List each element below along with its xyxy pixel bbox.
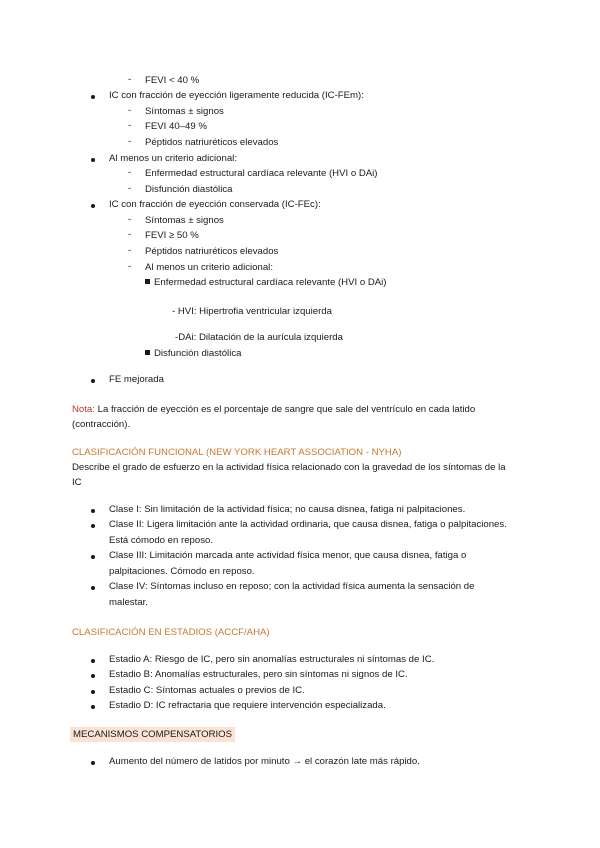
list-item: Síntomas ± signos <box>145 106 224 117</box>
section-heading-mecanismos: MECANISMOS COMPENSATORIOS <box>70 727 235 742</box>
note-label: Nota: <box>72 404 95 415</box>
list-item: FEVI ≥ 50 % <box>145 230 199 241</box>
list-item: Síntomas ± signos <box>145 215 224 226</box>
list-item: Clase III: Limitación marcada ante actividad física menor, que causa disnea, fatiga o <box>109 550 467 561</box>
dash-marker: - <box>128 261 132 272</box>
list-item: Clase I: Sin limitación de la actividad física; no causa disnea, fatiga ni palpitaciones. <box>109 504 466 515</box>
bullet-icon <box>91 761 95 765</box>
list-item: IC con fracción de eyección ligeramente reducida (IC-FEm): <box>109 90 364 101</box>
square-bullet-icon <box>145 279 150 284</box>
dash-marker: - <box>128 183 132 194</box>
list-item: FEVI 40–49 % <box>145 121 207 132</box>
bullet-icon <box>91 524 95 528</box>
note-paragraph: Nota: La fracción de eyección es el porcentaje de sangre que sale del ventrículo en cada latido <box>72 404 476 415</box>
list-item: Estadio B: Anomalías estructurales, pero sin síntomas ni signos de IC. <box>109 669 408 680</box>
list-item: Estadio D: IC refractaria que requiere intervención especializada. <box>109 700 386 711</box>
list-item: Disfunción diastólica <box>145 184 233 195</box>
list-item: Péptidos natriuréticos elevados <box>145 246 279 257</box>
dash-marker: - <box>128 214 132 225</box>
bullet-icon <box>91 586 95 590</box>
list-item: Al menos un criterio adicional: <box>145 262 273 273</box>
list-item-cont: palpitaciones. Cómodo en reposo. <box>109 566 255 577</box>
dash-marker: - <box>128 245 132 256</box>
list-item: Enfermedad estructural cardíaca relevante (HVI o DAi) <box>145 168 378 179</box>
dash-marker: - <box>128 229 132 240</box>
list-item: Aumento del número de latidos por minuto → el corazón late más rápido. <box>109 756 420 767</box>
note-paragraph-cont: (contracción). <box>72 419 131 430</box>
bullet-icon <box>91 659 95 663</box>
bullet-icon <box>91 95 95 99</box>
bullet-icon <box>91 379 95 383</box>
dash-marker: - <box>128 120 132 131</box>
bullet-icon <box>91 158 95 162</box>
section-description-cont: IC <box>72 477 82 488</box>
dash-marker: - <box>128 167 132 178</box>
section-heading-nyha: CLASIFICACIÓN FUNCIONAL (NEW YORK HEART ASSOCIATION - NYHA) <box>72 447 402 458</box>
list-item: Clase II: Ligera limitación ante la actividad ordinaria, que causa disnea, fatiga o palpitaciones. <box>109 519 507 530</box>
list-item: -DAi: Dilatación de la aurícula izquierda <box>175 332 343 343</box>
square-bullet-icon <box>145 350 150 355</box>
list-item-cont: malestar. <box>109 597 148 608</box>
dash-marker: - <box>128 105 132 116</box>
list-item: Péptidos natriuréticos elevados <box>145 137 279 148</box>
list-item: FEVI < 40 % <box>145 75 200 86</box>
list-item: Al menos un criterio adicional: <box>109 153 237 164</box>
bullet-icon <box>91 674 95 678</box>
list-item: Clase IV: Síntomas incluso en reposo; con la actividad física aumenta la sensación de <box>109 581 475 592</box>
list-item: Estadio A: Riesgo de IC, pero sin anomalías estructurales ni síntomas de IC. <box>109 654 435 665</box>
list-item: Disfunción diastólica <box>145 347 241 360</box>
bullet-icon <box>91 509 95 513</box>
list-item: IC con fracción de eyección conservada (IC-FEc): <box>109 199 321 210</box>
list-item: - HVI: Hipertrofia ventricular izquierda <box>172 306 332 317</box>
bullet-icon <box>91 555 95 559</box>
list-item-cont: Está cómodo en reposo. <box>109 535 213 546</box>
list-item: Estadio C: Síntomas actuales o previos de IC. <box>109 685 305 696</box>
dash-marker: - <box>128 74 132 85</box>
section-description: Describe el grado de esfuerzo en la actividad física relacionado con la gravedad de los síntomas de la <box>72 462 506 473</box>
list-item: Enfermedad estructural cardíaca relevante (HVI o DAi) <box>145 276 387 289</box>
bullet-icon <box>91 690 95 694</box>
dash-marker: - <box>128 136 132 147</box>
bullet-icon <box>91 204 95 208</box>
bullet-icon <box>91 705 95 709</box>
section-heading-accf: CLASIFICACIÓN EN ESTADIOS (ACCF/AHA) <box>72 627 270 638</box>
list-item: FE mejorada <box>109 374 164 385</box>
